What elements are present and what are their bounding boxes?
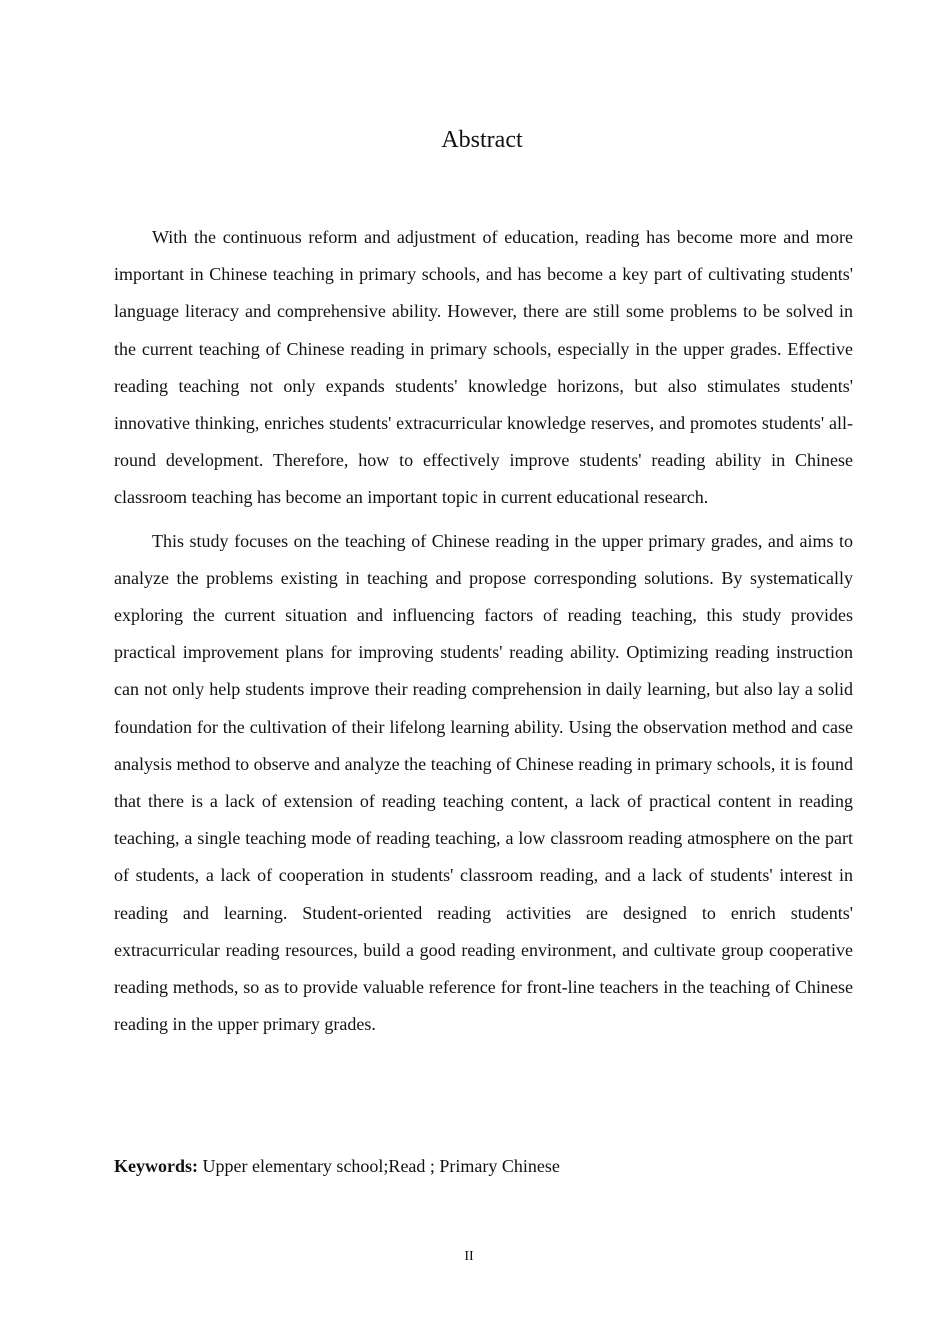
abstract-paragraph-1: With the continuous reform and adjustment of education, reading has become more and more important in Chinese teaching in primary schools, and has become a key part of cultivating students' language literacy and comprehensive ability. However, there are still some problems to be solved in the current teaching of Chinese reading in primary schools, especially in the upper grades. Effective reading teaching not only expands students' knowledge horizons, but also stimulates students' innovative thinking, enriches students' extracurricular knowledge reserves, and promotes students' all-round development. Therefore, how to effectively improve students' reading ability in Chinese classroom teaching has become an important topic in current educational research. bbox=[114, 227, 853, 508]
abstract-title: Abstract bbox=[441, 127, 523, 153]
keywords-value: Upper elementary school;Read ; Primary Chinese bbox=[202, 1156, 560, 1176]
keywords-line bbox=[114, 1150, 853, 1182]
page-number: II bbox=[464, 1249, 474, 1264]
abstract-body bbox=[114, 219, 853, 1043]
keywords-label: Keywords: bbox=[114, 1156, 198, 1176]
abstract-paragraph-2: This study focuses on the teaching of Chinese reading in the upper primary grades, and aims to analyze the problems existing in teaching and propose corresponding solutions. By systematically exploring the current situation and influencing factors of reading teaching, this study provides practical improvement plans for improving students' reading ability. Optimizing reading instruction can not only help students improve their reading comprehension in daily learning, but also lay a solid foundation for the cultivation of their lifelong learning ability. Using the observation method and case analysis method to observe and analyze the teaching of Chinese reading in primary schools, it is found that there is a lack of extension of reading teaching content, a lack of practical content in reading teaching, a single teaching mode of reading teaching, a low classroom reading atmosphere on the part of students, a lack of cooperation in students' classroom reading, and a lack of students' interest in reading and learning. Student-oriented reading activities are designed to enrich students' extracurricular reading resources, build a good reading environment, and cultivate group cooperative reading methods, so as to provide valuable reference for front-line teachers in the teaching of Chinese reading in the upper primary grades. bbox=[114, 530, 853, 1035]
